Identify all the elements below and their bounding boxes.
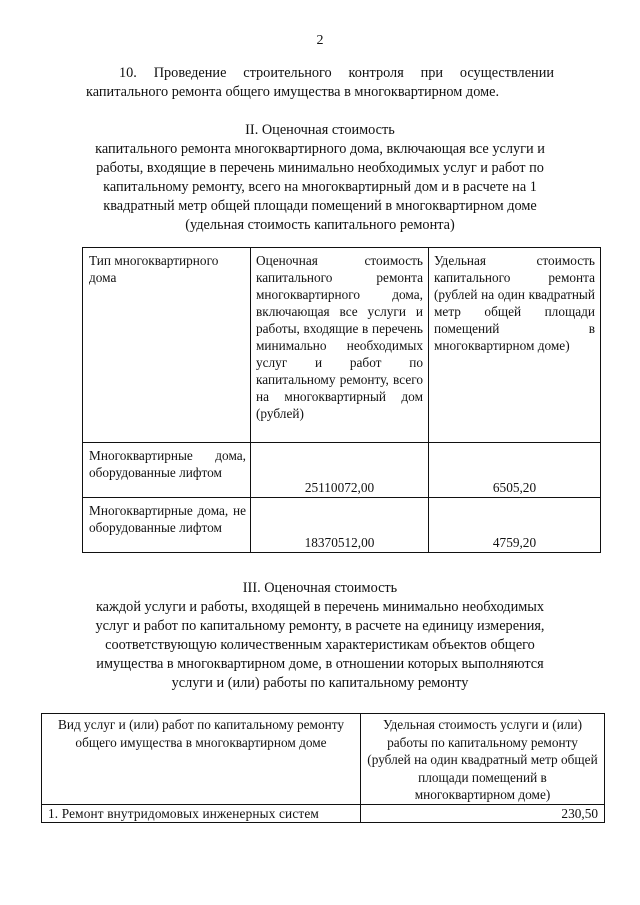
row-house-type-text: Многоквартирные дома, не оборудованные лифтом [89, 503, 246, 535]
row-service-cost: 230,50 [361, 804, 605, 823]
row-total-cost-value: 18370512,00 [304, 535, 375, 550]
row-unit-cost [429, 498, 601, 553]
section-3-line: соответствующую количественным характеристикам объектов общего [105, 637, 535, 653]
cost-table [82, 247, 601, 553]
page-number: 2 [316, 33, 324, 48]
section-2-line: капитального ремонта многоквартирного дома, включающая все услуги и [95, 141, 545, 157]
header-service-type [42, 714, 361, 805]
table-row [83, 443, 601, 498]
section-2-line: работы, входящие в перечень минимально необходимых услуг и работ по [96, 160, 544, 176]
header-service-unit-cost [361, 714, 605, 805]
row-total-cost [251, 498, 429, 553]
header-service-type-text: Вид услуг и (или) работ по капитальному ремонту общего имущества в многоквартирном доме [57, 717, 344, 750]
row-house-type [83, 443, 251, 498]
header-unit-cost-text: Удельная стоимость капитального ремонта (рублей на один квадратный метр общей площади помещений в многоквартирном доме) [434, 253, 595, 353]
row-total-cost-value: 25110072,00 [304, 480, 375, 495]
table-header-row [42, 714, 605, 805]
section-3-line: имущества в многоквартирном доме, в отношении которых выполняются [96, 656, 544, 672]
header-total-cost [251, 248, 429, 443]
row-total-cost [251, 443, 429, 498]
header-house-type-text: Тип многоквартирного дома [89, 253, 219, 285]
section-2-title: II. Оценочная стоимость [245, 122, 395, 138]
section-3-line: услуги и (или) работы по капитальному ремонту [171, 675, 469, 691]
section-3-line: услуг и работ по капитальному ремонту, в расчете на единицу измерения, [95, 618, 545, 634]
row-unit-cost [429, 443, 601, 498]
row-unit-cost-value: 4759,20 [492, 535, 537, 550]
row-service: 1. Ремонт внутридомовых инженерных систем [42, 804, 361, 823]
service-cost-table [41, 713, 605, 823]
section-3-heading [70, 579, 570, 693]
row-house-type-text: Многоквартирные дома, оборудованные лифтом [89, 448, 246, 480]
header-total-cost-text: Оценочная стоимость капитального ремонта многоквартирного дома, включающая все услуги и работы, входящие в перечень минимально необходимых услуг и работ по капитальному ремонту, всего на многоквартирный дом (рублей) [256, 253, 423, 421]
paragraph-item-10: 10. Проведение строительного контроля при осуществлении капитального ремонта общего имущества в многоквартирном доме. [86, 65, 554, 100]
header-unit-cost [429, 248, 601, 443]
table-row [83, 498, 601, 553]
section-3-line: каждой услуги и работы, входящей в перечень минимально необходимых [95, 599, 545, 615]
section-2-heading [70, 121, 570, 235]
section-2-line: квадратный метр общей площади помещений в многоквартирном доме [103, 198, 537, 214]
row-unit-cost-value: 6505,20 [492, 480, 537, 495]
table-header-row [83, 248, 601, 443]
row-house-type [83, 498, 251, 553]
section-2-line: (удельная стоимость капитального ремонта) [185, 217, 455, 233]
header-service-unit-cost-text: Удельная стоимость услуги и (или) работы по капитальному ремонту (рублей на один квадратный метр общей площади помещений в многоквартирном доме) [367, 717, 598, 802]
section-3-title: III. Оценочная стоимость [242, 580, 398, 596]
header-house-type [83, 248, 251, 443]
table-row [42, 804, 605, 823]
section-2-line: капитальному ремонту, всего на многоквартирный дом и в расчете на 1 [103, 179, 537, 195]
